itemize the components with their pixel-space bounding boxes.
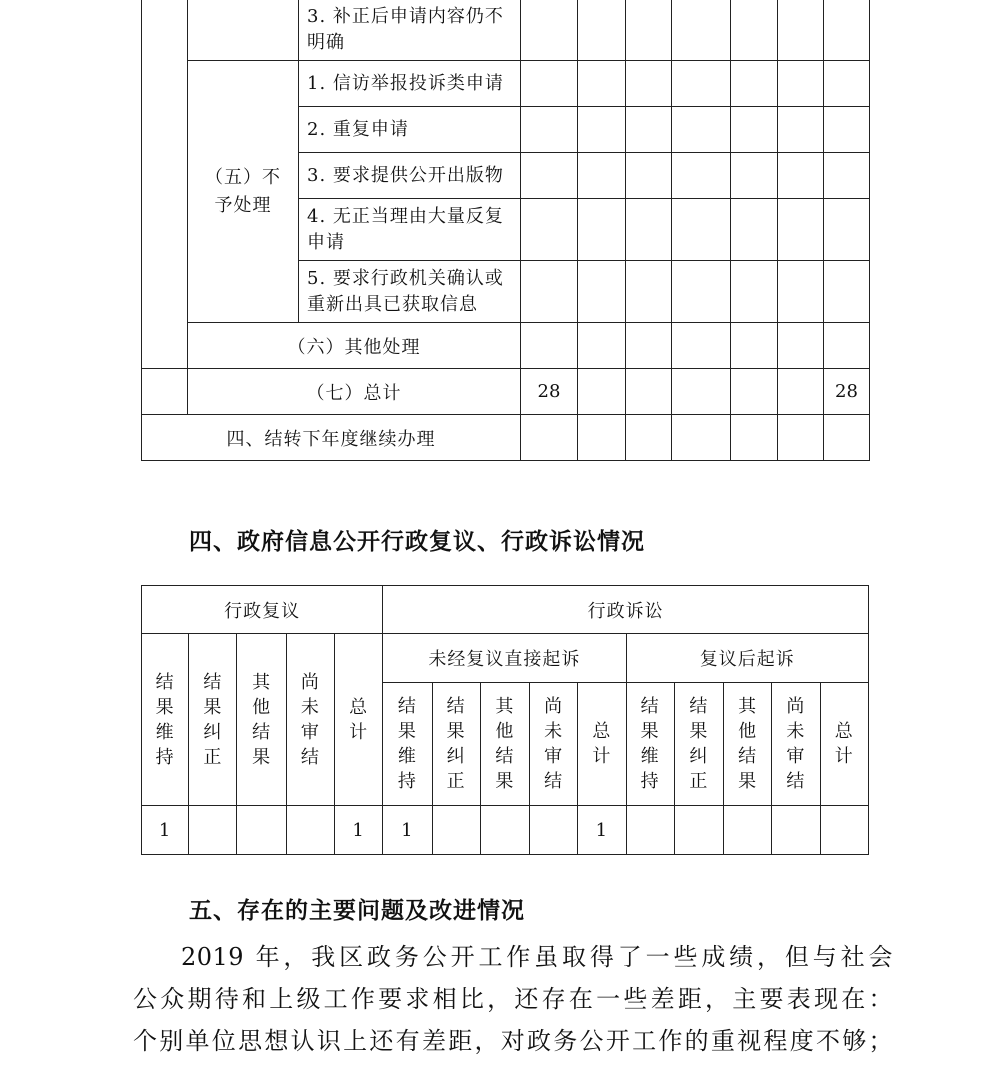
value-cell: 1 [334,806,382,855]
value-cell [480,806,529,855]
value-cell: 1 [142,806,189,855]
col-header: 结果纠正 [432,683,480,806]
row-label-total: （七）总计 [188,369,521,415]
col-header: 其他结果 [480,683,529,806]
request-handling-table [141,0,870,461]
section-heading: 四、政府信息公开行政复议、行政诉讼情况 [189,529,645,555]
section-heading: 五、存在的主要问题及改进情况 [189,898,525,924]
value-cell [772,806,820,855]
review-litigation-table [141,585,869,855]
col-header: 总计 [334,634,382,806]
col-header: 结果纠正 [674,683,723,806]
group-cell [188,0,299,61]
row-label: 3. 补正后申请内容仍不明确 [299,0,521,61]
row-label-other: （六）其他处理 [188,323,521,369]
value-cell [626,806,674,855]
row-label: 2. 重复申请 [299,107,521,153]
paragraph-line: 个别单位思想认识上还有差距，对政务公开工作的重视程度不够； [133,1027,893,1055]
group-label-no-processing: （五）不予处理 [188,61,299,323]
col-header: 结果维持 [142,634,189,806]
value-cell: 1 [578,806,626,855]
admin-review-header: 行政复议 [142,586,383,634]
row-label-carryover: 四、结转下年度继续办理 [142,415,521,461]
row-label: 4. 无正当理由大量反复申请 [299,199,521,261]
left-margin-cell [142,0,188,369]
col-header: 总计 [820,683,868,806]
col-header: 其他结果 [724,683,772,806]
total-value-cell: 28 [824,369,870,415]
col-header: 尚未审结 [530,683,578,806]
value-cell [432,806,480,855]
paragraph-line: 2019 年，我区政务公开工作虽取得了一些成绩，但与社会 [181,943,893,971]
col-header: 尚未审结 [286,634,334,806]
paragraph-line: 公众期待和上级工作要求相比，还存在一些差距，主要表现在： [133,985,893,1013]
col-header: 尚未审结 [772,683,820,806]
left-margin-cell [142,369,188,415]
value-cell [724,806,772,855]
value-cell [286,806,334,855]
admin-litigation-header: 行政诉讼 [383,586,869,634]
col-header: 结果维持 [626,683,674,806]
value-cell [237,806,286,855]
value-cell [820,806,868,855]
col-header: 总计 [578,683,626,806]
row-label: 1. 信访举报投诉类申请 [299,61,521,107]
col-header: 结果纠正 [189,634,237,806]
col-header: 结果维持 [383,683,432,806]
direct-suit-header: 未经复议直接起诉 [383,634,626,683]
row-label: 5. 要求行政机关确认或重新出具已获取信息 [299,261,521,323]
col-header: 其他结果 [237,634,286,806]
value-cell [189,806,237,855]
total-value-cell: 28 [521,369,578,415]
value-cell: 1 [383,806,432,855]
body-paragraph [133,936,893,1062]
row-label: 3. 要求提供公开出版物 [299,153,521,199]
value-cell [530,806,578,855]
after-review-suit-header: 复议后起诉 [626,634,868,683]
value-cell [674,806,723,855]
